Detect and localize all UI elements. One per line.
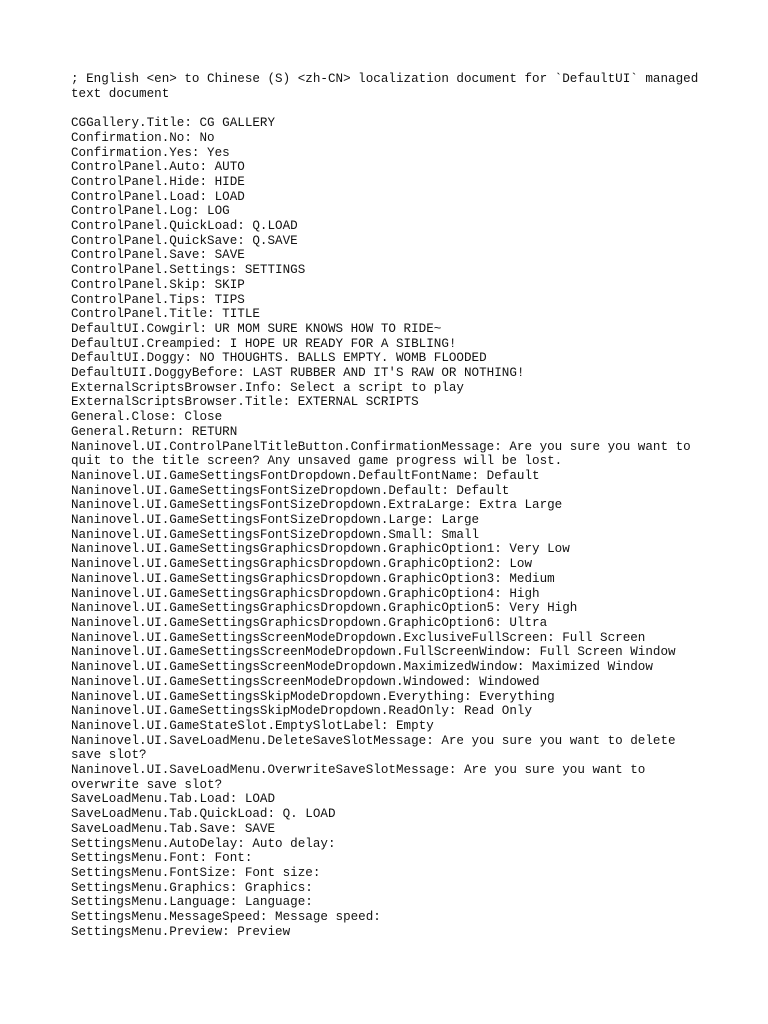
- localization-entry: SaveLoadMenu.Tab.QuickLoad: Q. LOAD: [71, 807, 336, 822]
- localization-entry: SettingsMenu.AutoDelay: Auto delay:: [71, 836, 336, 851]
- localization-entry: Confirmation.No: No: [71, 130, 215, 145]
- localization-entry: Naninovel.UI.GameSettingsScreenModeDropdown.MaximizedWindow: Maximized Window: [71, 660, 653, 675]
- localization-entry: Naninovel.UI.GameSettingsGraphicsDropdown.GraphicOption4: High: [71, 586, 540, 601]
- localization-entry: Naninovel.UI.GameSettingsFontSizeDropdown.Default: Default: [71, 483, 510, 498]
- localization-entry: ControlPanel.Title: TITLE: [71, 307, 260, 322]
- localization-entry: Naninovel.UI.GameSettingsFontSizeDropdown.Large: Large: [71, 513, 480, 528]
- localization-entry: Confirmation.Yes: Yes: [71, 145, 230, 160]
- localization-entry: Naninovel.UI.SaveLoadMenu.DeleteSaveSlotMessage: Are you sure you want to delete save slot?: [71, 733, 684, 763]
- localization-entry: ControlPanel.Settings: SETTINGS: [71, 263, 306, 278]
- localization-entry: SettingsMenu.Preview: Preview: [71, 924, 291, 939]
- localization-entry: DefaultUI.Doggy: NO THOUGHTS. BALLS EMPTY. WOMB FLOODED: [71, 351, 487, 366]
- localization-entry: DefaultUI.Creampied: I HOPE UR READY FOR A SIBLING!: [71, 336, 457, 351]
- localization-entry: Naninovel.UI.GameSettingsGraphicsDropdown.GraphicOption2: Low: [71, 557, 533, 572]
- localization-entry: ControlPanel.QuickLoad: Q.LOAD: [71, 219, 298, 234]
- header-comment-line-1: ; English <en> to Chinese (S) <zh-CN> localization document for `DefaultUI` managed: [71, 72, 699, 86]
- localization-entry: Naninovel.UI.GameSettingsScreenModeDropdown.FullScreenWindow: Full Screen Window: [71, 645, 676, 660]
- localization-entries: [71, 116, 711, 939]
- localization-entry: ExternalScriptsBrowser.Title: EXTERNAL SCRIPTS: [71, 395, 419, 410]
- localization-entry: Naninovel.UI.GameSettingsGraphicsDropdown.GraphicOption1: Very Low: [71, 542, 570, 557]
- localization-entry: Naninovel.UI.GameSettingsGraphicsDropdown.GraphicOption6: Ultra: [71, 616, 548, 630]
- localization-entry: Naninovel.UI.GameSettingsScreenModeDropdown.ExclusiveFullScreen: Full Screen: [71, 630, 646, 645]
- localization-entry: DefaultUI.Cowgirl: UR MOM SURE KNOWS HOW TO RIDE~: [71, 321, 442, 336]
- localization-entry: DefaultUII.DoggyBefore: LAST RUBBER AND IT'S RAW OR NOTHING!: [71, 366, 525, 381]
- document-page: [71, 72, 711, 939]
- localization-entry: SettingsMenu.Language: Language:: [71, 895, 313, 910]
- localization-entry: SettingsMenu.Graphics: Graphics:: [71, 880, 313, 895]
- localization-entry: Naninovel.UI.GameSettingsSkipModeDropdown.ReadOnly: Read Only: [71, 704, 533, 719]
- localization-entry: Naninovel.UI.GameSettingsFontDropdown.DefaultFontName: Default: [71, 468, 540, 483]
- localization-entry: General.Return: RETURN: [71, 424, 238, 439]
- localization-entry: Naninovel.UI.GameStateSlot.EmptySlotLabel: Empty: [71, 718, 434, 733]
- localization-entry: Naninovel.UI.GameSettingsGraphicsDropdown.GraphicOption3: Medium: [71, 571, 555, 586]
- localization-entry: Naninovel.UI.GameSettingsFontSizeDropdown.ExtraLarge: Extra Large: [71, 498, 563, 513]
- localization-entry: SettingsMenu.FontSize: Font size:: [71, 865, 321, 880]
- localization-entry: ControlPanel.Save: SAVE: [71, 248, 245, 263]
- localization-entry: CGGallery.Title: CG GALLERY: [71, 116, 276, 131]
- localization-entry: ControlPanel.Tips: TIPS: [71, 292, 245, 307]
- header-comment-line-2: text document: [71, 86, 170, 101]
- blank-line: [71, 101, 711, 116]
- localization-entry: ControlPanel.Hide: HIDE: [71, 174, 245, 189]
- localization-entry: ControlPanel.Auto: AUTO: [71, 160, 245, 175]
- localization-entry: ControlPanel.QuickSave: Q.SAVE: [71, 233, 298, 248]
- localization-entry: Naninovel.UI.GameSettingsGraphicsDropdown.GraphicOption5: Very High: [71, 601, 578, 616]
- localization-entry: SettingsMenu.Font: Font:: [71, 851, 253, 866]
- localization-entry: SettingsMenu.MessageSpeed: Message speed:: [71, 910, 381, 925]
- localization-entry: ExternalScriptsBrowser.Info: Select a script to play: [71, 380, 464, 395]
- localization-entry: Naninovel.UI.ControlPanelTitleButton.ConfirmationMessage: Are you sure you want to quit to the title screen? Any unsaved game progress will be lost.: [71, 439, 699, 469]
- localization-entry: SaveLoadMenu.Tab.Load: LOAD: [71, 792, 276, 807]
- localization-entry: Naninovel.UI.GameSettingsScreenModeDropdown.Windowed: Windowed: [71, 674, 540, 689]
- localization-entry: Naninovel.UI.SaveLoadMenu.OverwriteSaveSlotMessage: Are you sure you want to overwrite save slot?: [71, 763, 653, 792]
- localization-entry: General.Close: Close: [71, 410, 223, 425]
- localization-entry: ControlPanel.Load: LOAD: [71, 189, 245, 204]
- localization-entry: ControlPanel.Log: LOG: [71, 204, 230, 219]
- localization-entry: ControlPanel.Skip: SKIP: [71, 277, 245, 292]
- localization-entry: SaveLoadMenu.Tab.Save: SAVE: [71, 821, 276, 836]
- localization-entry: Naninovel.UI.GameSettingsFontSizeDropdown.Small: Small: [71, 527, 480, 542]
- localization-entry: Naninovel.UI.GameSettingsSkipModeDropdown.Everything: Everything: [71, 689, 555, 704]
